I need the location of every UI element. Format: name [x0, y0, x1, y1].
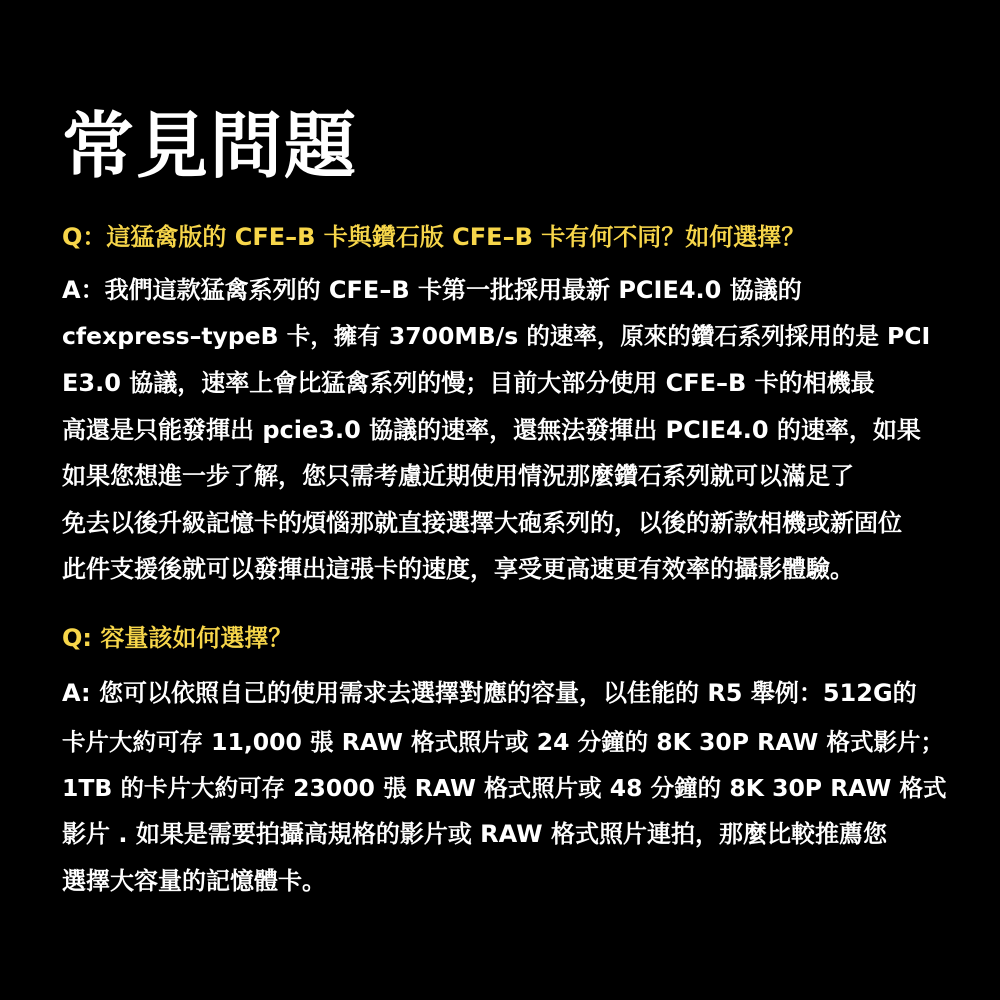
faq-answer-1-line-6: 免去以後升級記憶卡的煩惱那就直接選擇大砲系列的，以後的新款相機或新固位 [62, 509, 902, 537]
faq-answer-1-line-3: E3.0 協議，速率上會比猛禽系列的慢；目前大部分使用 CFE–B 卡的相機最 [62, 369, 875, 397]
faq-answer-2-line-3: 1TB 的卡片大約可存 23000 張 RAW 格式照片或 48 分鐘的 8K 30P RAW 格式 [62, 774, 947, 802]
faq-answer-1-line-5: 如果您想進一步了解，您只需考慮近期使用情況那麼鑽石系列就可以滿足了 [62, 462, 854, 490]
faq-answer-1-line-4: 高還是只能發揮出 pcie3.0 協議的速率，還無法發揮出 PCIE4.0 的速率，如果 [62, 416, 921, 444]
faq-answer-1-line-2: cfexpress–typeB 卡，擁有 3700MB/s 的速率，原來的鑽石系列採用的是 PCI [62, 322, 931, 350]
faq-question-2: Q: 容量該如何選擇？ [62, 624, 293, 652]
faq-answer-2-line-5: 選擇大容量的記憶體卡。 [62, 867, 326, 895]
faq-answer-1-line-7: 此件支援後就可以發揮出這張卡的速度，享受更高速更有效率的攝影體驗。 [62, 555, 854, 583]
faq-answer-2-line-4: 影片 . 如果是需要拍攝高規格的影片或 RAW 格式照片連拍，那麼比較推薦您 [62, 820, 887, 848]
page-title: 常見問題 [62, 104, 359, 188]
faq-answer-2-line-1: A: 您可以依照自己的使用需求去選擇對應的容量，以佳能的 R5 舉例：512G的 [62, 679, 917, 707]
faq-answer-1-line-1: A：我們這款猛禽系列的 CFE–B 卡第一批採用最新 PCIE4.0 協議的 [62, 276, 802, 304]
faq-answer-2-line-2: 卡片大約可存 11,000 張 RAW 格式照片或 24 分鐘的 8K 30P RAW 格式影片； [62, 728, 944, 756]
faq-question-1: Q：這猛禽版的 CFE–B 卡與鑽石版 CFE–B 卡有何不同？如何選擇？ [62, 223, 806, 251]
